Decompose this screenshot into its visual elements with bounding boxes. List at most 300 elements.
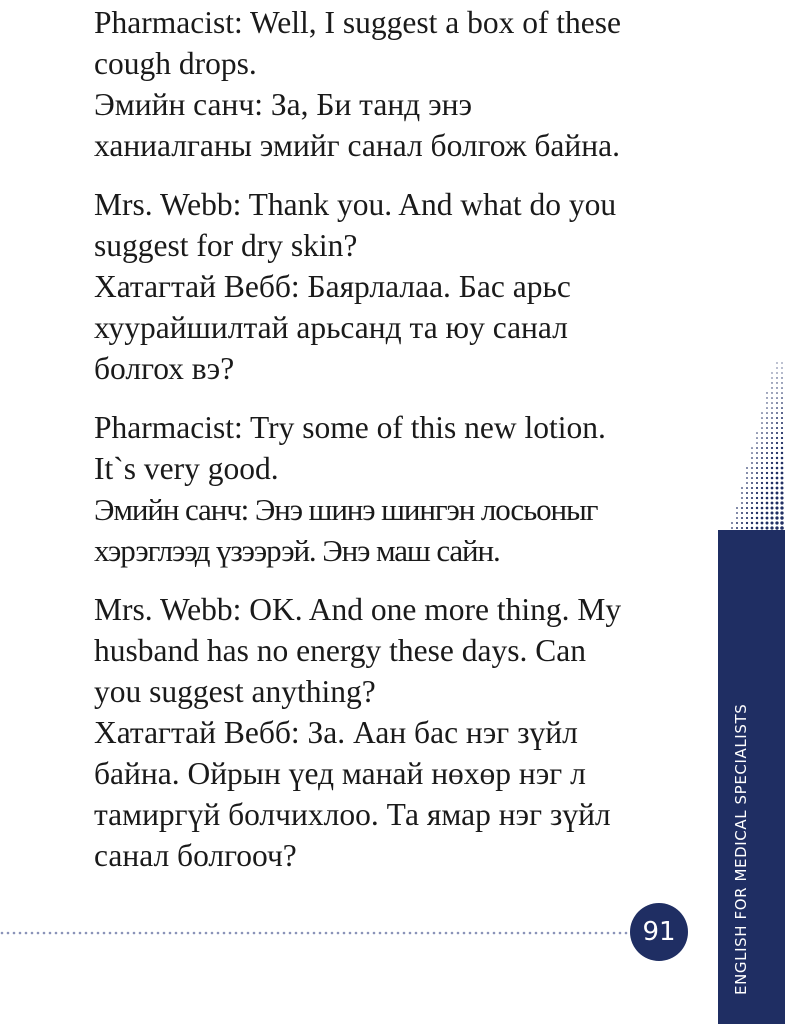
footer-dot: [607, 932, 610, 935]
halftone-dot: [781, 457, 784, 460]
halftone-dot: [776, 377, 777, 378]
halftone-dot: [771, 477, 774, 480]
halftone-dot: [776, 382, 777, 383]
halftone-dot: [776, 487, 779, 490]
halftone-dot: [751, 487, 753, 489]
footer-dot: [253, 932, 256, 935]
halftone-dot: [776, 362, 777, 363]
footer-dot: [31, 932, 34, 935]
halftone-dot: [736, 507, 738, 509]
halftone-dot: [756, 527, 759, 530]
footer-dot: [325, 932, 328, 935]
halftone-dot: [776, 372, 777, 373]
halftone-dot: [771, 442, 773, 444]
footer-dot: [601, 932, 604, 935]
halftone-dot: [766, 442, 768, 444]
halftone-dot: [771, 502, 774, 505]
english-line: you suggest anything?: [94, 674, 376, 709]
halftone-dot: [746, 472, 748, 474]
halftone-dot: [766, 427, 768, 429]
footer-dot: [121, 932, 124, 935]
halftone-dot: [780, 511, 783, 514]
footer-dot: [547, 932, 550, 935]
halftone-dot: [741, 497, 743, 499]
footer-dot: [67, 932, 70, 935]
footer-dot: [349, 932, 352, 935]
halftone-dot: [766, 487, 769, 490]
halftone-dot: [751, 452, 753, 454]
halftone-dot: [751, 527, 753, 529]
halftone-dot: [776, 437, 778, 439]
halftone-dot: [761, 482, 763, 484]
footer-dot: [409, 932, 412, 935]
halftone-dot: [761, 527, 764, 530]
halftone-dot: [761, 457, 763, 459]
footer-dot: [493, 932, 496, 935]
footer-dot: [37, 932, 40, 935]
halftone-dot: [761, 417, 763, 419]
halftone-dot: [776, 417, 778, 419]
halftone-dot: [761, 502, 763, 504]
halftone-dot: [741, 512, 743, 514]
halftone-dot: [781, 387, 783, 389]
halftone-dot: [756, 472, 758, 474]
halftone-dot: [771, 437, 773, 439]
footer-dot: [541, 932, 544, 935]
halftone-dot: [761, 427, 763, 429]
halftone-dot: [736, 517, 738, 519]
footer-dot: [193, 932, 196, 935]
halftone-dot: [771, 432, 773, 434]
mongolian-line: санал болгооч?: [94, 838, 297, 873]
halftone-dot: [776, 497, 779, 500]
footer-dot: [109, 932, 112, 935]
halftone-dot: [746, 527, 748, 529]
halftone-dot: [771, 482, 774, 485]
footer-dot: [367, 932, 370, 935]
footer-dot: [85, 932, 88, 935]
halftone-dot: [751, 512, 753, 514]
halftone-dot: [771, 492, 774, 495]
footer-dot: [355, 932, 358, 935]
footer-dot: [139, 932, 142, 935]
halftone-dot: [776, 462, 778, 464]
page-number-badge: [630, 903, 688, 961]
mongolian-line: хуурайшилтай арьсанд та юу санал: [94, 310, 568, 345]
halftone-dot: [756, 482, 758, 484]
halftone-dot: [776, 442, 778, 444]
footer-dot: [175, 932, 178, 935]
halftone-dot: [771, 427, 773, 429]
halftone-dot: [771, 372, 772, 373]
halftone-dot: [771, 412, 773, 414]
halftone-dot: [741, 517, 743, 519]
halftone-dot: [776, 367, 777, 368]
halftone-dot: [756, 432, 758, 434]
halftone-dot: [746, 467, 748, 469]
halftone-dot: [761, 517, 764, 520]
halftone-dot: [756, 502, 758, 504]
halftone-dot: [771, 462, 773, 464]
footer-dot: [313, 932, 316, 935]
halftone-dot: [766, 412, 768, 414]
halftone-dot: [781, 472, 784, 475]
footer-dot: [463, 932, 466, 935]
footer-dot: [469, 932, 472, 935]
halftone-dot: [741, 487, 743, 489]
halftone-dot: [781, 467, 784, 470]
halftone-dot: [776, 452, 778, 454]
halftone-dot: [771, 452, 773, 454]
halftone-dot: [781, 397, 783, 399]
halftone-dot: [741, 527, 743, 529]
footer-dot: [379, 932, 382, 935]
footer-dot: [133, 932, 136, 935]
halftone-dot: [781, 362, 782, 363]
halftone-dot: [771, 417, 773, 419]
footer-dot: [619, 932, 622, 935]
footer-dot: [181, 932, 184, 935]
footer-dot: [205, 932, 208, 935]
footer-dot: [307, 932, 310, 935]
footer-dot: [487, 932, 490, 935]
halftone-dot: [751, 517, 753, 519]
halftone-dot: [746, 522, 748, 524]
halftone-dot: [746, 477, 748, 479]
footer-dot: [445, 932, 448, 935]
halftone-dot: [766, 497, 769, 500]
halftone-dot: [746, 512, 748, 514]
footer-dot: [91, 932, 94, 935]
halftone-dot: [756, 487, 758, 489]
footer-dot: [79, 932, 82, 935]
footer-dot: [535, 932, 538, 935]
halftone-dot: [771, 407, 773, 409]
halftone-dot: [780, 496, 783, 499]
halftone-dot: [771, 507, 774, 510]
halftone-dot: [781, 407, 783, 409]
footer-dot: [559, 932, 562, 935]
footer-dot: [361, 932, 364, 935]
dialogue-paragraph-4: [94, 589, 674, 876]
halftone-dot: [766, 477, 768, 479]
halftone-dot: [761, 462, 763, 464]
halftone-dot: [781, 437, 783, 439]
halftone-dot: [756, 497, 758, 499]
halftone-dot: [756, 507, 758, 509]
footer-dot: [283, 932, 286, 935]
halftone-dot: [771, 487, 774, 490]
english-line: Mrs. Webb: Thank you. And what do you: [94, 187, 617, 222]
footer-dot: [199, 932, 202, 935]
dialogue-paragraph-1: [94, 2, 674, 166]
footer-dot: [229, 932, 232, 935]
halftone-dot: [766, 482, 768, 484]
halftone-dot: [775, 501, 778, 504]
halftone-dot: [766, 417, 768, 419]
halftone-dot: [751, 467, 753, 469]
mongolian-line: Хатагтай Вебб: Баярлалаа. Бас арьс: [94, 269, 571, 304]
halftone-dot: [781, 372, 782, 373]
halftone-dot: [756, 517, 758, 519]
halftone-dot: [766, 517, 769, 520]
halftone-dot: [780, 506, 783, 509]
footer-dot: [391, 932, 394, 935]
halftone-dot: [761, 497, 763, 499]
halftone-dot: [771, 512, 774, 515]
halftone-dot: [751, 492, 753, 494]
halftone-dot: [751, 502, 753, 504]
halftone-dot: [736, 522, 738, 524]
halftone-dot: [775, 511, 778, 514]
footer-dot: [421, 932, 424, 935]
halftone-dot: [776, 392, 778, 394]
footer-dot: [1, 932, 4, 935]
footer-dot: [103, 932, 106, 935]
halftone-dot: [751, 462, 753, 464]
halftone-dot: [766, 402, 767, 403]
halftone-dot: [766, 502, 769, 505]
footer-dot: [187, 932, 190, 935]
halftone-dot: [776, 427, 778, 429]
halftone-dot: [771, 447, 773, 449]
halftone-dot: [776, 402, 778, 404]
halftone-dot: [780, 491, 783, 494]
halftone-dot: [771, 387, 772, 388]
footer-dot: [157, 932, 160, 935]
halftone-dot: [761, 507, 764, 510]
halftone-dot: [756, 457, 758, 459]
footer-dot: [301, 932, 304, 935]
halftone-dot: [770, 521, 773, 524]
halftone-dot: [781, 482, 784, 485]
halftone-dot: [780, 521, 783, 524]
footer-dot: [271, 932, 274, 935]
halftone-dot: [776, 457, 778, 459]
halftone-dot: [776, 422, 778, 424]
halftone-dot: [771, 497, 774, 500]
english-line: Pharmacist: Well, I suggest a box of these: [94, 5, 622, 40]
footer-dot: [211, 932, 214, 935]
halftone-dot: [781, 447, 783, 449]
halftone-dot: [776, 482, 779, 485]
halftone-dot: [776, 387, 777, 388]
halftone-dot: [771, 392, 772, 393]
footer-dot: [505, 932, 508, 935]
footer-dot: [397, 932, 400, 935]
halftone-dot: [766, 452, 768, 454]
halftone-dot: [761, 412, 763, 414]
dotted-footer-line: [0, 931, 640, 935]
book-title-vertical: ENGLISH FOR MEDICAL SPECIALISTS: [732, 703, 750, 995]
footer-dot: [19, 932, 22, 935]
halftone-dot: [781, 487, 784, 490]
footer-dot: [55, 932, 58, 935]
halftone-dot: [780, 516, 783, 519]
footer-dot: [499, 932, 502, 935]
footer-dot: [385, 932, 388, 935]
footer-dot: [217, 932, 220, 935]
halftone-dot: [751, 457, 753, 459]
footer-dot: [295, 932, 298, 935]
halftone-dot: [776, 407, 778, 409]
halftone-dot: [751, 482, 753, 484]
footer-dot: [25, 932, 28, 935]
mongolian-line: болгох вэ?: [94, 351, 235, 386]
halftone-dot: [781, 462, 784, 465]
footer-dot: [511, 932, 514, 935]
footer-dot: [475, 932, 478, 935]
footer-dot: [613, 932, 616, 935]
halftone-dot: [771, 472, 773, 474]
halftone-dot: [751, 472, 753, 474]
halftone-dot: [746, 517, 748, 519]
halftone-dot: [761, 477, 763, 479]
halftone-dot: [781, 377, 782, 378]
side-band: [718, 530, 785, 1024]
halftone-dot: [776, 432, 778, 434]
footer-dot: [289, 932, 292, 935]
halftone-dot: [741, 522, 743, 524]
halftone-dot: [766, 522, 769, 525]
halftone-dot: [776, 477, 779, 480]
footer-dot: [169, 932, 172, 935]
halftone-dot: [731, 527, 733, 529]
halftone-dot: [781, 432, 783, 434]
halftone-dot: [746, 487, 748, 489]
halftone-dot: [756, 437, 758, 439]
halftone-dot: [751, 522, 753, 524]
halftone-dot: [766, 457, 768, 459]
footer-dot: [451, 932, 454, 935]
halftone-dot: [761, 512, 764, 515]
footer-dot: [331, 932, 334, 935]
footer-dot: [43, 932, 46, 935]
footer-dot: [151, 932, 154, 935]
footer-dot: [259, 932, 262, 935]
halftone-dot: [766, 407, 768, 409]
footer-dot: [577, 932, 580, 935]
halftone-dot: [766, 422, 768, 424]
halftone-dot: [781, 392, 783, 394]
footer-dot: [235, 932, 238, 935]
halftone-dot: [766, 472, 768, 474]
halftone-dot: [781, 367, 782, 368]
halftone-dot: [781, 442, 783, 444]
footer-dot: [625, 932, 628, 935]
footer-dot: [529, 932, 532, 935]
halftone-dot: [776, 397, 778, 399]
halftone-dot: [751, 447, 753, 449]
halftone-dot: [751, 477, 753, 479]
footer-dot: [589, 932, 592, 935]
halftone-dot: [736, 527, 738, 529]
halftone-dot: [756, 467, 758, 469]
halftone-dot: [766, 512, 769, 515]
halftone-dot: [781, 427, 783, 429]
halftone-dot: [741, 502, 743, 504]
halftone-dot: [775, 516, 778, 519]
footer-dot: [265, 932, 268, 935]
halftone-dot: [761, 467, 763, 469]
halftone-dot: [771, 382, 772, 383]
halftone-dot: [781, 417, 783, 419]
halftone-dot: [776, 412, 778, 414]
mongolian-line: байна. Ойрын үед манай нөхөр нэг л: [94, 756, 586, 791]
halftone-dot: [756, 492, 758, 494]
halftone-dot: [776, 447, 778, 449]
halftone-dot: [751, 497, 753, 499]
halftone-dot: [746, 497, 748, 499]
halftone-dot: [781, 422, 783, 424]
footer-dot: [13, 932, 16, 935]
halftone-dot: [771, 457, 773, 459]
footer-dot: [61, 932, 64, 935]
dialogue-paragraph-2: [94, 184, 674, 389]
english-line: It`s very good.: [94, 451, 279, 486]
footer-dot: [7, 932, 10, 935]
footer-dot: [583, 932, 586, 935]
halftone-dot: [771, 422, 773, 424]
footer-dot: [73, 932, 76, 935]
footer-dot: [517, 932, 520, 935]
halftone-dot: [766, 467, 768, 469]
footer-dot: [337, 932, 340, 935]
halftone-dot: [775, 521, 778, 524]
footer-dot: [415, 932, 418, 935]
footer-dot: [223, 932, 226, 935]
mongolian-line: Эмийн санч: Энэ шинэ шингэн лосьоныг: [94, 492, 598, 527]
halftone-dot: [741, 507, 743, 509]
halftone-dot: [731, 522, 733, 524]
halftone-dot: [775, 506, 778, 509]
footer-dot: [403, 932, 406, 935]
halftone-dot: [761, 522, 764, 525]
halftone-dot: [781, 452, 783, 454]
mongolian-line: тамиргүй болчихлоо. Та ямар нэг зүйл: [94, 797, 611, 832]
footer-dot: [439, 932, 442, 935]
halftone-dot: [761, 492, 763, 494]
halftone-dot: [756, 452, 758, 454]
footer-dot: [523, 932, 526, 935]
halftone-dot: [746, 502, 748, 504]
halftone-dot: [776, 472, 779, 475]
english-line: suggest for dry skin?: [94, 228, 358, 263]
footer-dot: [457, 932, 460, 935]
footer-dot: [127, 932, 130, 935]
halftone-dot: [776, 492, 779, 495]
halftone-dot: [756, 512, 758, 514]
halftone-dot: [771, 467, 773, 469]
halftone-dot: [736, 512, 738, 514]
halftone-dot: [771, 377, 772, 378]
halftone-dot: [761, 447, 763, 449]
halftone-dot: [781, 382, 782, 383]
halftone-dot: [756, 522, 759, 525]
halftone-dot: [766, 392, 767, 393]
halftone-dot: [766, 437, 768, 439]
english-line: husband has no energy these days. Can: [94, 633, 586, 668]
footer-dot: [247, 932, 250, 935]
footer-dot: [97, 932, 100, 935]
halftone-dot: [781, 477, 784, 480]
footer-dot: [427, 932, 430, 935]
halftone-dot: [771, 397, 773, 399]
english-line: Mrs. Webb: OK. And one more thing. My: [94, 592, 622, 627]
halftone-dot: [781, 412, 783, 414]
halftone-dot: [756, 462, 758, 464]
page-number: 91: [642, 917, 676, 947]
